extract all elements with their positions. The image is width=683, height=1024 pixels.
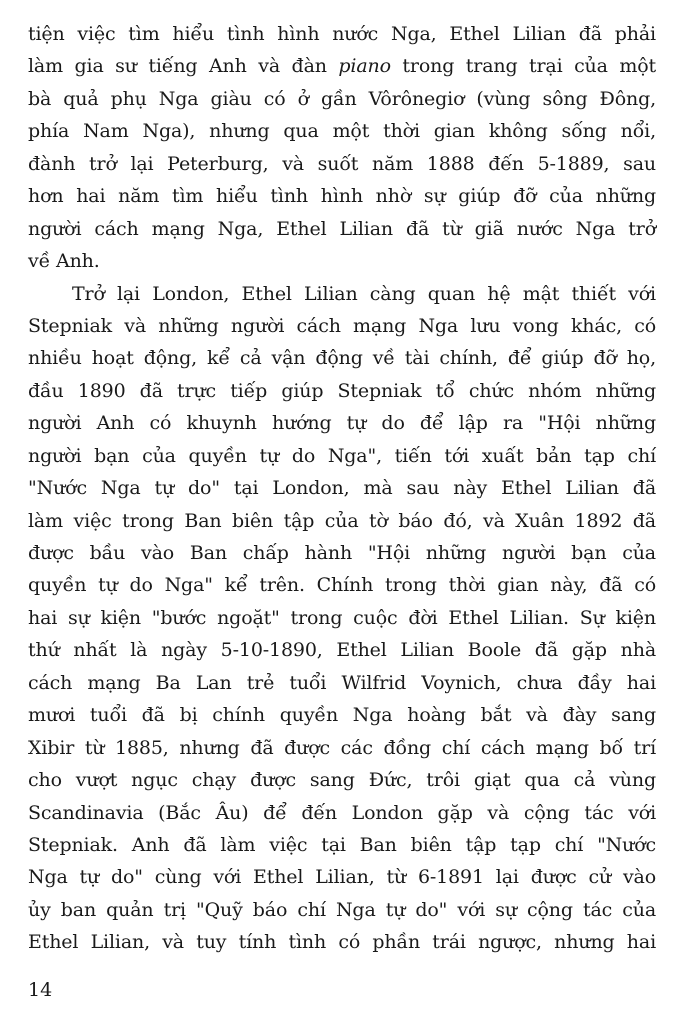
- text-line: đành trở lại Peterburg, và suốt năm 1888 đến 5-1889, sau: [28, 152, 656, 175]
- text-line: cách mạng Ba Lan trẻ tuổi Wilfrid Voynich, chưa đầy hai: [28, 671, 656, 694]
- text-line: Nga tự do" cùng với Ethel Lilian, từ 6-1891 lại được cử vào: [28, 866, 656, 889]
- text-line: quyền tự do Nga" kể trên. Chính trong thời gian này, đã có: [28, 574, 656, 597]
- text-line: cho vượt ngục chạy được sang Đức, trôi giạt qua cả vùng: [28, 769, 656, 792]
- text-line: bà quả phụ Nga giàu có ở gần Vôrônegiơ (vùng sông Đông,: [28, 87, 656, 110]
- text-line: Xibir từ 1885, nhưng đã được các đồng chí cách mạng bố trí: [28, 736, 656, 759]
- page-number: 14: [28, 979, 53, 1001]
- text-line: Stepniak. Anh đã làm việc tại Ban biên tập tạp chí "Nước: [28, 833, 656, 856]
- text-line: về Anh.: [28, 250, 100, 273]
- text-line: hai sự kiện "bước ngoặt" trong cuộc đời Ethel Lilian. Sự kiện: [28, 606, 656, 629]
- text-line: làm việc trong Ban biên tập của tờ báo đó, và Xuân 1892 đã: [28, 509, 656, 532]
- text-line: thứ nhất là ngày 5-10-1890, Ethel Lilian Boole đã gặp nhà: [28, 639, 656, 662]
- text-line: đầu 1890 đã trực tiếp giúp Stepniak tổ chức nhóm những: [28, 379, 656, 402]
- text-line: Stepniak và những người cách mạng Nga lưu vong khác, có: [28, 314, 656, 337]
- text-line: tiện việc tìm hiểu tình hình nước Nga, Ethel Lilian đã phải: [28, 23, 656, 45]
- body-text: [28, 18, 656, 959]
- text-line: phía Nam Nga), nhưng qua một thời gian không sống nổi,: [28, 120, 656, 143]
- text-line: hơn hai năm tìm hiểu tình hình nhờ sự giúp đỡ của những: [28, 185, 656, 208]
- text-line-with-italic: làm gia sư tiếng Anh và đàn piano trong trang trại của một: [28, 55, 657, 78]
- text-line: ủy ban quản trị "Quỹ báo chí Nga tự do" với sự cộng tác của: [28, 898, 656, 921]
- text-line: được bầu vào Ban chấp hành "Hội những người bạn của: [28, 542, 656, 564]
- paragraph-start-line: Trở lại London, Ethel Lilian càng quan hệ mật thiết với: [72, 282, 656, 305]
- text-line: người bạn của quyền tự do Nga", tiến tới xuất bản tạp chí: [28, 444, 656, 467]
- text-line: Scandinavia (Bắc Âu) để đến London gặp và cộng tác với: [28, 801, 656, 824]
- italic-word: piano: [338, 55, 391, 78]
- text-line: mươi tuổi đã bị chính quyền Nga hoàng bắt và đày sang: [28, 704, 656, 727]
- text-line: người cách mạng Nga, Ethel Lilian đã từ giã nước Nga trở: [28, 217, 656, 240]
- text-line: "Nước Nga tự do" tại London, mà sau này Ethel Lilian đã: [28, 477, 656, 500]
- text-line: người Anh có khuynh hướng tự do để lập ra "Hội những: [28, 412, 656, 435]
- text-line: nhiều hoạt động, kể cả vận động về tài chính, để giúp đỡ họ,: [28, 347, 656, 370]
- text-line: Ethel Lilian, và tuy tính tình có phần trái ngược, nhưng hai: [28, 931, 656, 954]
